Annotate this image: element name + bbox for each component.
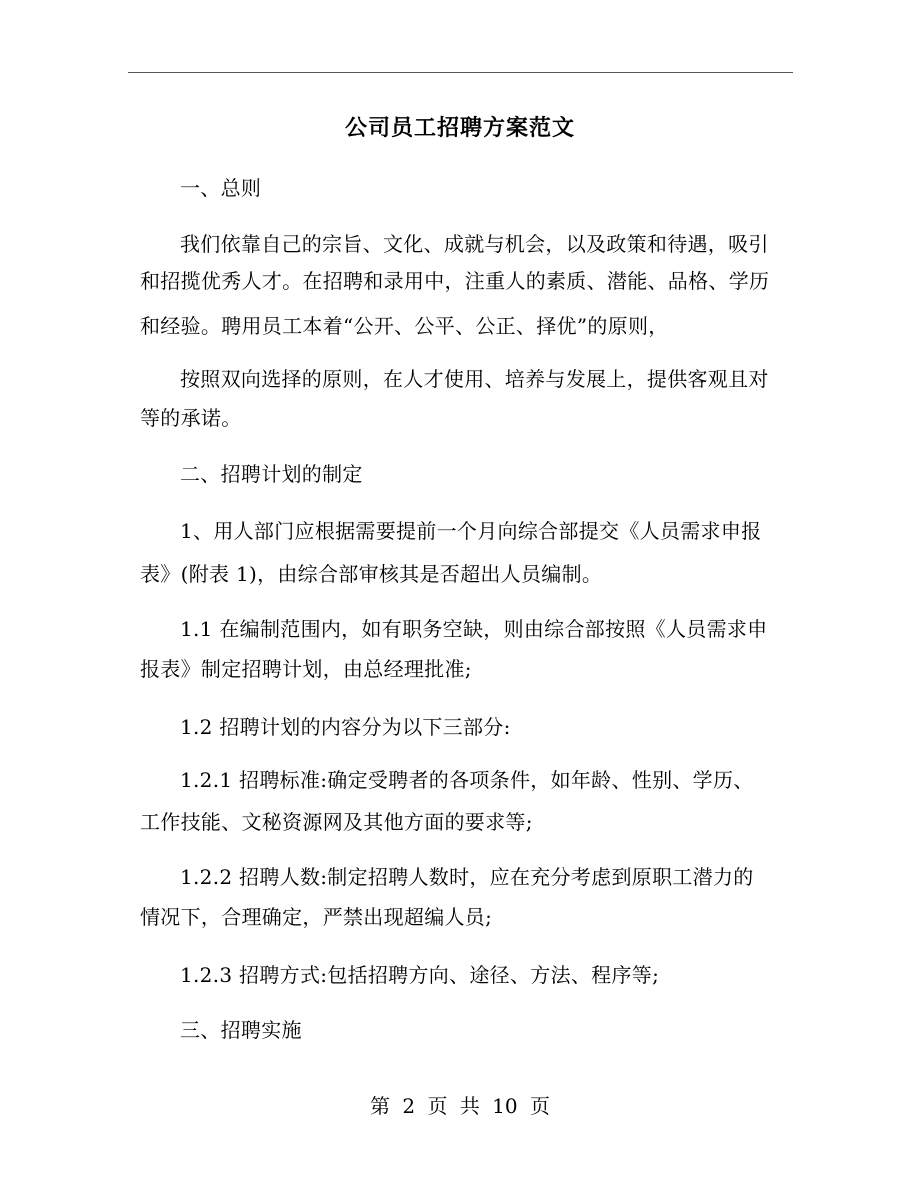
header-rule xyxy=(128,72,793,73)
paragraph-line: 情况下，合理确定，严禁出现超编人员; xyxy=(140,905,493,929)
paragraph-line: 1.1 在编制范围内，如有职务空缺，则由综合部按照《人员需求申 xyxy=(180,617,768,641)
document-title: 公司员工招聘方案范文 xyxy=(344,115,575,141)
paragraph-line: 1.2 招聘计划的内容分为以下三部分: xyxy=(180,715,511,739)
paragraph-line: 报表》制定招聘计划，由总经理批准; xyxy=(140,657,472,681)
paragraph-line: 1.2.2 招聘人数:制定招聘人数时，应在充分考虑到原职工潜力的 xyxy=(180,865,754,889)
paragraph-line: 1.2.3 招聘方式:包括招聘方向、途径、方法、程序等; xyxy=(180,963,660,987)
section-heading-3: 三、招聘实施 xyxy=(180,1018,302,1042)
paragraph-line: 工作技能、文秘资源网及其他方面的要求等; xyxy=(140,810,533,834)
paragraph-line: 表》(附表 1)，由综合部审核其是否超出人员编制。 xyxy=(140,562,603,586)
section-heading-1: 一、总则 xyxy=(180,176,262,200)
paragraph-line: 1.2.1 招聘标准:确定受聘者的各项条件，如年龄、性别、学历、 xyxy=(180,768,754,792)
paragraph-line: 1、用人部门应根据需要提前一个月向综合部提交《人员需求申报 xyxy=(180,519,762,543)
paragraph-line: 等的承诺。 xyxy=(140,406,242,430)
page-number-footer: 第 2 页 共 10 页 xyxy=(370,1094,550,1118)
paragraph-line: 和经验。聘用员工本着“公开、公平、公正、择优”的原则， xyxy=(140,314,669,338)
paragraph-line: 我们依靠自己的宗旨、文化、成就与机会，以及政策和待遇，吸引 xyxy=(180,232,769,256)
paragraph-line: 和招揽优秀人才。在招聘和录用中，注重人的素质、潜能、品格、学历 xyxy=(140,269,770,293)
paragraph-line: 按照双向选择的原则，在人才使用、培养与发展上，提供客观且对 xyxy=(180,367,769,391)
section-heading-2: 二、招聘计划的制定 xyxy=(180,462,363,486)
